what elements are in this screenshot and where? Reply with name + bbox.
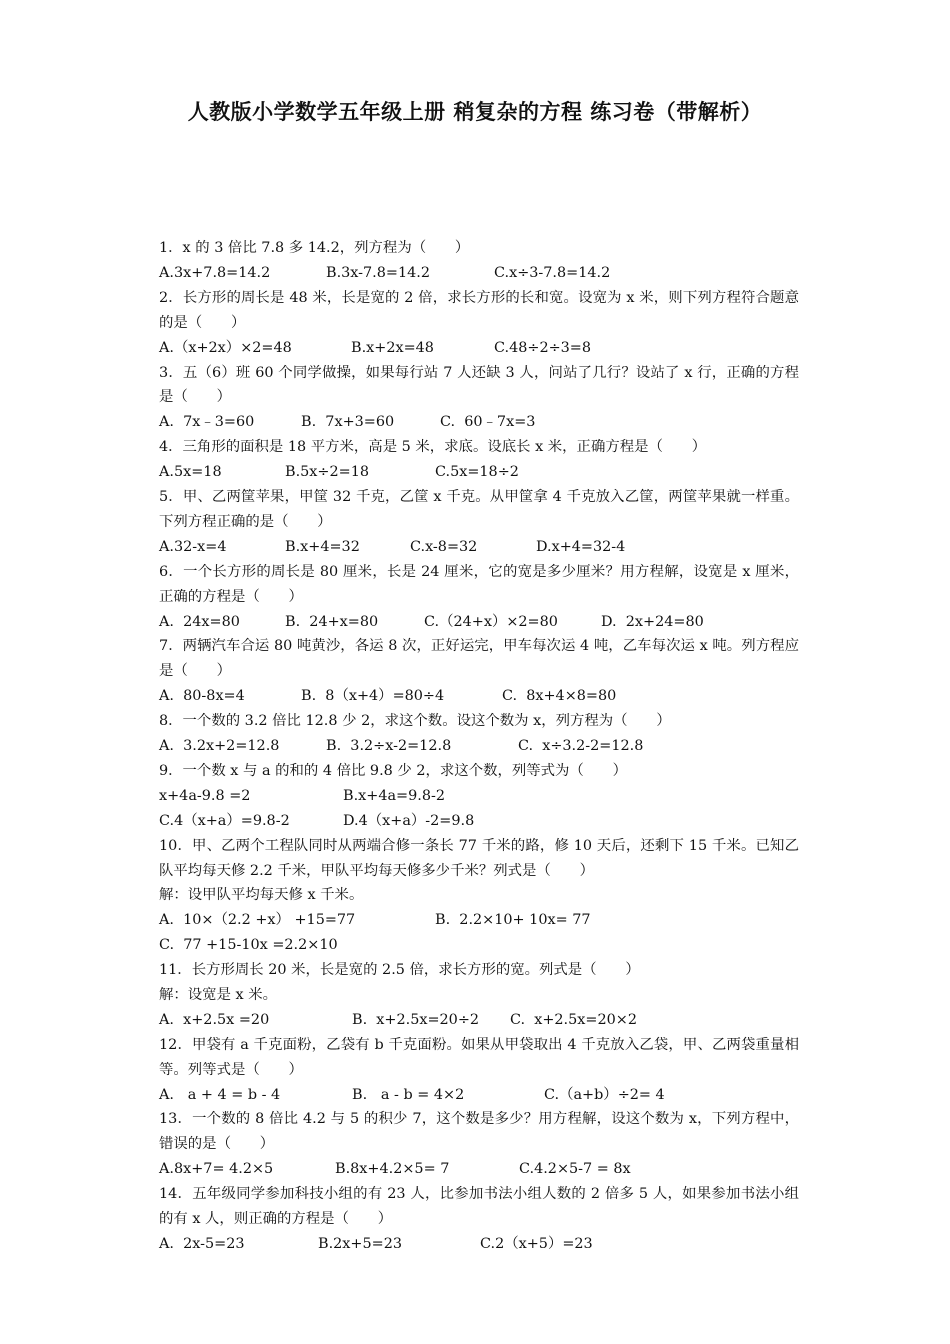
- options-row: [159, 1008, 799, 1033]
- options-row: [159, 1232, 799, 1257]
- options-row: [159, 809, 799, 834]
- option-b: B.8x+4.2×5= 7: [335, 1161, 450, 1178]
- option-a: A. a + 4 = b - 4: [159, 1086, 281, 1103]
- options-row: [159, 460, 799, 485]
- options-row: [159, 410, 799, 435]
- question-stem: 12．甲袋有 a 千克面粉，乙袋有 b 千克面粉。如果从甲袋取出 4 千克放入乙袋，甲、乙两袋重量相等。列等式是（ ）: [159, 1036, 799, 1078]
- option-c: C. 77 +15-10x =2.2×10: [159, 937, 338, 954]
- options-row: [159, 908, 799, 933]
- options-row: [159, 734, 799, 759]
- option-a: A. x+2.5x =20: [159, 1011, 270, 1028]
- options-row: [159, 1157, 799, 1182]
- option-c: C. x+2.5x=20×2: [510, 1011, 637, 1028]
- option-c: C. x÷3.2-2=12.8: [518, 738, 644, 755]
- options-row: [159, 261, 799, 286]
- question-stem: 9．一个数 x 与 a 的和的 4 倍比 9.8 少 2，求这个数，列等式为（ ）: [159, 762, 627, 779]
- option-c: C.4（x+a）=9.8-2: [159, 812, 290, 829]
- option-c: C.5x=18÷2: [435, 464, 519, 481]
- solution-note: 解：设甲队平均每天修 x 千米。: [159, 887, 364, 904]
- options-row: [159, 610, 799, 635]
- option-a: A. 80-8x=4: [159, 688, 245, 705]
- option-c: C.（a+b）÷2= 4: [544, 1086, 665, 1103]
- option-c: C.x÷3-7.8=14.2: [494, 264, 611, 281]
- question-stem: 2．长方形的周长是 48 米，长是宽的 2 倍，求长方形的长和宽。设宽为 x 米，则下列方程符合题意的是（ ）: [159, 289, 799, 331]
- option-b: B.5x÷2=18: [285, 464, 370, 481]
- question-stem: 14．五年级同学参加科技小组的有 23 人，比参加书法小组人数的 2 倍多 5 人，如果参加书法小组的有 x 人，则正确的方程是（ ）: [159, 1186, 799, 1228]
- options-row: [159, 535, 799, 560]
- option-b: B. 8（x+4）=80÷4: [301, 688, 445, 705]
- option-a: A.（x+2x）×2=48: [159, 339, 292, 356]
- option-a: A. 3.2x+2=12.8: [159, 738, 280, 755]
- option-c: C.x-8=32: [410, 538, 478, 555]
- question-stem: 6．一个长方形的周长是 80 厘米，长是 24 厘米，它的宽是多少厘米？用方程解，设宽是 x 厘米，正确的方程是（ ）: [159, 563, 800, 605]
- question-stem: 4．三角形的面积是 18 平方米，高是 5 米，求底。设底长 x 米，正确方程是（ ）: [159, 439, 707, 456]
- option-b: B. x+2.5x=20÷2: [352, 1011, 480, 1028]
- option-a: A.5x=18: [159, 464, 222, 481]
- options-row: [159, 1083, 799, 1108]
- question-stem: 10．甲、乙两个工程队同时从两端合修一条长 77 千米的路，修 10 天后，还剩下 15 千米。已知乙队平均每天修 2.2 千米，甲队平均每天修多少千米？列式是（ ）: [159, 837, 799, 879]
- options-row: [159, 784, 799, 809]
- option-b: B.2x+5=23: [318, 1235, 403, 1252]
- option-b: B.x+4a=9.8-2: [343, 787, 446, 804]
- option-a: A. 24x=80: [159, 613, 240, 630]
- question-stem: 7．两辆汽车合运 80 吨黄沙，各运 8 次，正好运完，甲车每次运 4 吨，乙车每次运 x 吨。列方程应是（ ）: [159, 638, 799, 680]
- question-stem: 3．五（6）班 60 个同学做操，如果每行站 7 人还缺 3 人，问站了几行？设站了 x 行，正确的方程是（ ）: [159, 364, 799, 406]
- question-stem: 8．一个数的 3.2 倍比 12.8 少 2，求这个数。设这个数为 x，列方程为（ ）: [159, 713, 671, 730]
- option-b: B. 24+x=80: [285, 613, 379, 630]
- question-stem: 5．甲、乙两筐苹果，甲筐 32 千克，乙筐 x 千克。从甲筐拿 4 千克放入乙筐，两筐苹果就一样重。下列方程正确的是（ ）: [159, 489, 799, 530]
- option-a: x+4a-9.8 =2: [159, 787, 251, 804]
- page-title: 人教版小学数学五年级上册 稍复杂的方程 练习卷（带解析）: [187, 100, 763, 124]
- question-stem: 13．一个数的 8 倍比 4.2 与 5 的积少 7，这个数是多少？用方程解，设这个数为 x，下列方程中，错误的是（ ）: [159, 1111, 799, 1153]
- option-b: B. 3.2÷x-2=12.8: [326, 738, 452, 755]
- question-list: [159, 236, 799, 1257]
- option-d: D.4（x+a）-2=9.8: [343, 812, 475, 829]
- option-b: B.x+2x=48: [351, 339, 434, 356]
- option-d: D. 2x+24=80: [601, 613, 704, 630]
- option-a: A. 10×（2.2 +x） +15=77: [159, 912, 356, 929]
- option-c: C.（24+x）×2=80: [424, 613, 558, 630]
- options-row: [159, 336, 799, 361]
- question-stem: 11．长方形周长 20 米，长是宽的 2.5 倍，求长方形的宽。列式是（ ）: [159, 962, 640, 979]
- question-stem: 1．x 的 3 倍比 7.8 多 14.2，列方程为（ ）: [159, 240, 470, 256]
- options-row: [159, 933, 799, 958]
- option-c: C.4.2×5-7 = 8x: [519, 1161, 631, 1178]
- solution-note: 解：设宽是 x 米。: [159, 986, 277, 1003]
- option-a: A.8x+7= 4.2×5: [159, 1161, 274, 1178]
- options-row: [159, 684, 799, 709]
- option-b: B.3x-7.8=14.2: [326, 264, 431, 281]
- option-b: B. 7x+3=60: [301, 414, 395, 431]
- option-a: A. 2x-5=23: [159, 1235, 245, 1252]
- option-c: C.48÷2÷3=8: [494, 339, 592, 356]
- option-c: C. 60﹣7x=3: [440, 414, 536, 431]
- option-b: B.x+4=32: [285, 538, 360, 555]
- option-a: A.32-x=4: [159, 538, 227, 555]
- option-a: A.3x+7.8=14.2: [159, 264, 271, 281]
- option-a: A. 7x﹣3=60: [159, 414, 255, 431]
- option-d: D.x+4=32-4: [536, 538, 626, 555]
- option-b: B. 2.2×10+ 10x= 77: [435, 912, 591, 929]
- option-b: B. a - b = 4×2: [352, 1086, 465, 1103]
- option-c: C.2（x+5）=23: [480, 1235, 593, 1252]
- option-c: C. 8x+4×8=80: [502, 688, 617, 705]
